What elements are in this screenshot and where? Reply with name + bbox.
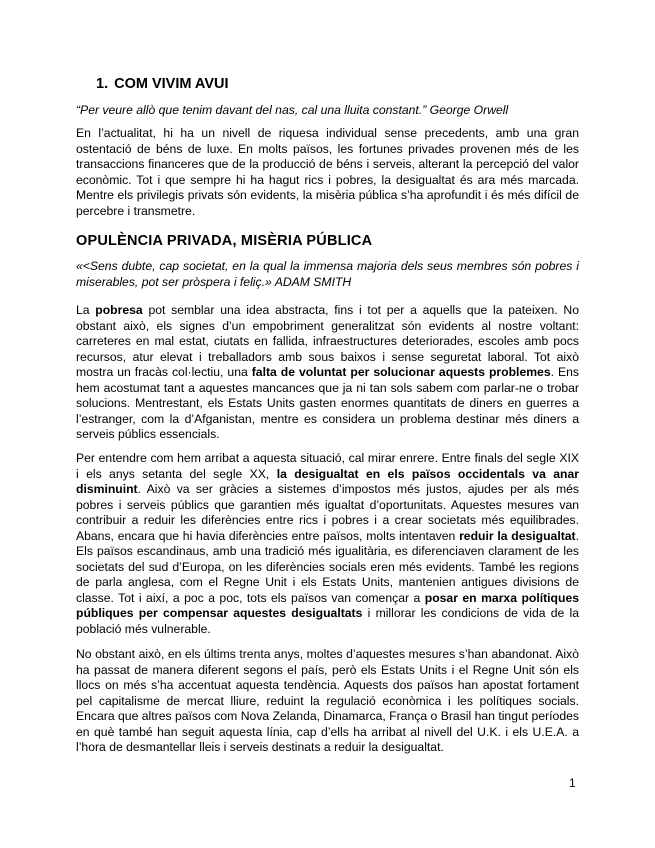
intro-paragraph: En l’actualitat, hi ha un nivell de riquesa individual sense precedents, amb una gran ostentació de béns de luxe. En molts països, les fortunes privades provenen més de les transaccions financeres que de la producció de béns i serveis, alterant la percepció del valor econòmic. Tot i que sempre hi ha hagut rics i pobres, la desigualtat és ara més marcada. Mentre els privilegis privats són evidents, la misèria pública s’ha aprofundit i és més difícil de percebre i transmetre. <box>76 126 579 218</box>
section-title: COM VIVIM AVUI <box>114 76 229 92</box>
paragraph-recent: No obstant això, en els últims trenta anys, moltes d’aquestes mesures s’han abandonat. Això ha passat de manera diferent segons el país, però els Estats Units i el Regne Unit són els llocs on més s’ha accentuat aquesta tendència. Aquests dos països han apostat fortament pel capitalisme de mercat lliure, reduint la regulació econòmica i les polítiques socials. Encara que altres països com Nova Zelanda, Dinamarca, França o Brasil han tingut períodes en què també han seguit aquesta línia, cap d’ells ha arribat al nivell del U.K. i els U.E.A. a l’hora de desmantellar lleis i serveis destinats a reduir la desigualtat. <box>76 647 579 754</box>
text-run: . Els països escandinaus, amb una tradició més igualitària, es diferenciaven clarament de les societats del sud d’Europa, on les diferències socials eren més evidents. També les regions de parla anglesa, com el Regne Unit i els Estats Units, mantenien antigues divisions de classe. Tot i així, a poc a poc, tots els països van començar a <box>76 528 579 605</box>
intro-paragraph-block <box>76 126 579 219</box>
bold-run: pobresa <box>95 303 143 317</box>
smith-quote: «<Sens dubte, cap societat, en la qual la immensa majoria dels seus membres són pobres i miserables, pot ser pròspera i feliç.» ADAM SMITH <box>76 259 579 289</box>
orwell-quote-block <box>76 103 579 119</box>
section-heading-2: OPULÈNCIA PRIVADA, MISÈRIA PÚBLICA <box>76 233 373 249</box>
text-run: . Això va ser gràcies a sistemes d’impostos més justos, ajudes per als més pobres i serveis públics que garantien més igualtat d’oportunitats. Aquestes mesures van contribuir a reduir les diferències entre rics i pobres i a crear societats més equilibrades. Abans, encara que hi havia diferències entre països, molts intentaven <box>76 482 579 543</box>
paragraph-recent-block <box>76 647 579 756</box>
bold-run: posar en marxa polítiques públiques per compensar aquestes desigualtats <box>76 590 579 620</box>
bold-run: la desigualtat en els països occidentals va anar disminuint <box>76 466 579 496</box>
paragraph-history <box>76 451 579 637</box>
bold-run: falta de voluntat per solucionar aquests problemes <box>251 365 551 379</box>
section-heading-1 <box>96 76 229 92</box>
text-run: . Ens hem acostumat tant a aquestes mancances que ja ni tan sols sabem com parlar-ne o trobar solucions. Mentrestant, els Estats Units gasten enormes quantitats de diners en guerres a l’estranger, com la d’Afganistan, mentre es considera un problema destinar més diners a serveis públics essencials. <box>76 365 579 441</box>
text-run: i millorar les condicions de vida de la població més vulnerable. <box>76 606 579 636</box>
paragraph-history-block <box>76 451 579 637</box>
paragraph-poverty <box>76 303 579 443</box>
orwell-quote: “Per veure allò que tenim davant del nas, cal una lluita constant.” George Orwell <box>76 103 509 117</box>
smith-quote-block <box>76 259 579 290</box>
paragraph-poverty-block <box>76 303 579 443</box>
text-run: Per entendre com hem arribat a aquesta situació, cal mirar enrere. Entre finals del segle XIX i els anys setanta del segle XX, <box>76 451 579 481</box>
page-number: 1 <box>569 776 576 790</box>
text-run: pot semblar una idea abstracta, fins i tot per a aquells que la pateixen. No obstant això, els signes d’un empobriment generalitzat són evidents al nostre voltant: carreteres en mal estat, ciutats en fallida, infraestructures deteriorades, escoles amb pocs recursos, atur elevat i treballadors amb sous baixos i sense seguretat laboral. Tot això mostra un fracàs col·lectiu, una <box>76 303 579 379</box>
text-run: La <box>76 303 96 317</box>
bold-run: reduir la desigualtat <box>459 528 576 543</box>
section-number: 1. <box>96 76 109 92</box>
